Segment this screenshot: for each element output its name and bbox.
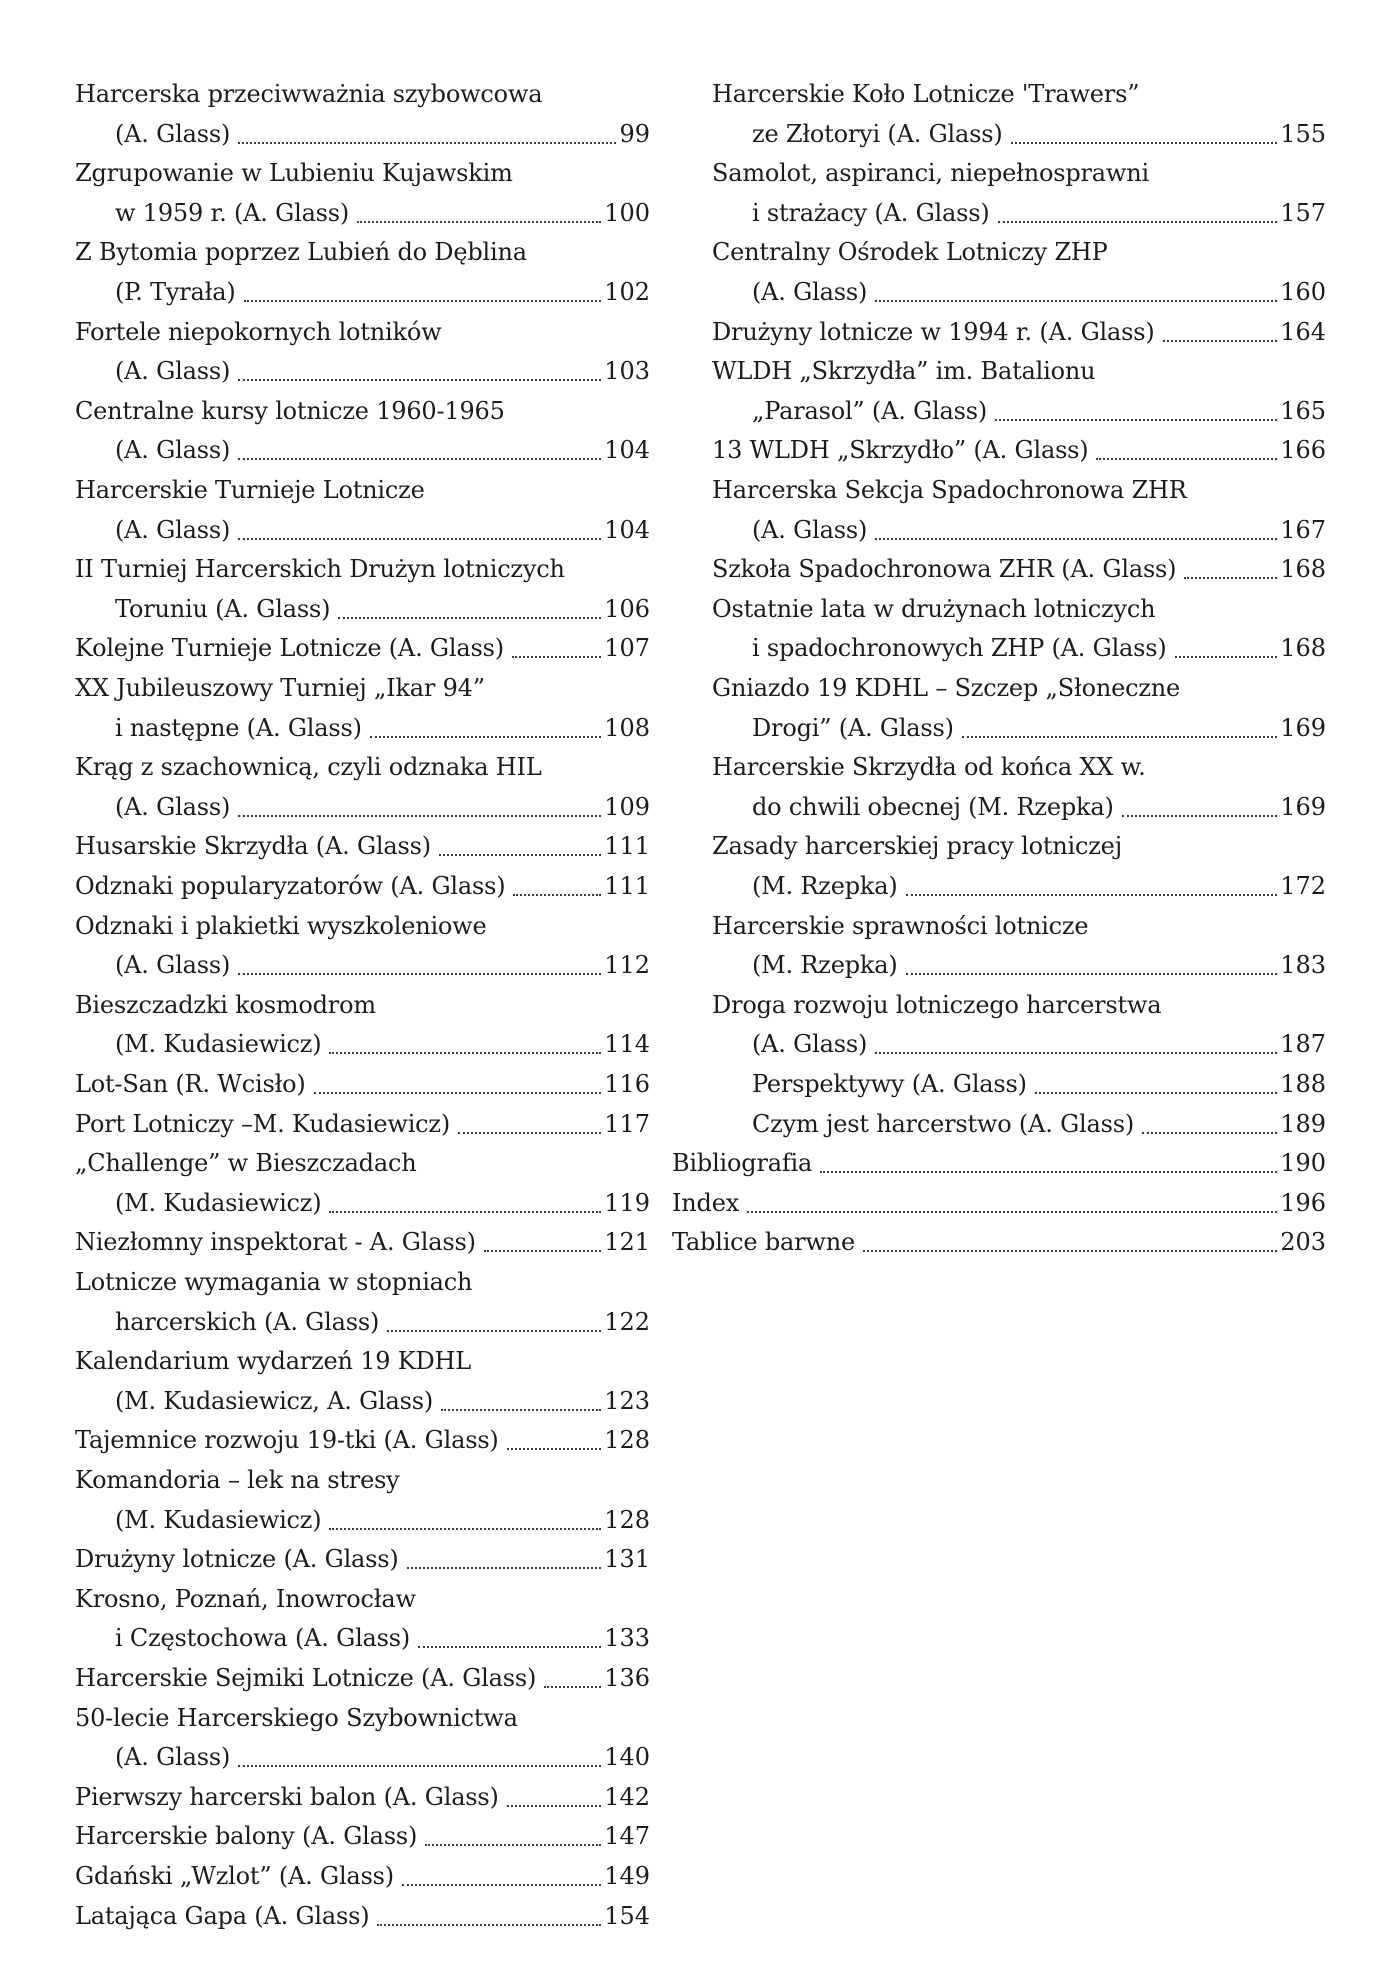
toc-entry-title: Bibliografia	[672, 1149, 813, 1178]
toc-entry-title: (A. Glass)	[115, 515, 231, 544]
dot-leader	[513, 894, 601, 896]
toc-page-number: 155	[1280, 119, 1326, 148]
toc-entry-title: II Turniej Harcerskich Drużyn lotniczych	[75, 555, 565, 584]
dot-leader	[418, 1646, 601, 1648]
toc-entry-title: Samolot, aspiranci, niepełnosprawni	[712, 159, 1149, 188]
toc-entry-title: i Częstochowa (A. Glass)	[115, 1624, 411, 1653]
dot-leader	[441, 1409, 601, 1411]
toc-entry-title: (M. Kudasiewicz)	[115, 1505, 322, 1534]
toc-page-number: 106	[604, 594, 650, 623]
toc-entry-title: Harcerskie Sejmiki Lotnicze (A. Glass)	[75, 1664, 537, 1692]
toc-entry-title: Odznaki popularyzatorów (A. Glass)	[75, 872, 506, 900]
toc-entry-title: (A. Glass)	[115, 951, 231, 980]
toc-page-number: 167	[1280, 515, 1326, 544]
toc-entry-title: Szkoła Spadochronowa ZHR (A. Glass)	[712, 555, 1177, 584]
dot-leader	[820, 1171, 1277, 1173]
toc-page-number: 160	[1280, 277, 1326, 306]
toc-entry-title: Gniazdo 19 KDHL – Szczep „Słoneczne	[712, 674, 1181, 702]
toc-entry-title: (P. Tyrała)	[115, 277, 236, 306]
toc-page-number: 111	[604, 832, 650, 861]
toc-page-number: 133	[604, 1624, 650, 1653]
dot-leader	[998, 221, 1278, 223]
dot-leader	[875, 1052, 1277, 1054]
toc-entry-title: Perspektywy (A. Glass)	[752, 1070, 1027, 1098]
toc-entry-title: Drużyny lotnicze w 1994 r. (A. Glass)	[712, 317, 1155, 346]
toc-page-number: 190	[1280, 1149, 1326, 1178]
toc-entry-title: Drogi” (A. Glass)	[752, 713, 954, 742]
dot-leader	[747, 1211, 1277, 1213]
toc-entry-title: Krąg z szachownicą, czyli odznaka HIL	[75, 753, 542, 782]
dot-leader	[962, 736, 1277, 738]
dot-leader	[875, 300, 1277, 302]
dot-leader	[238, 538, 601, 540]
toc-entry-title: Harcerska Sekcja Spadochronowa ZHR	[712, 476, 1187, 504]
toc-page-number: 107	[604, 634, 650, 663]
toc-page-number: 168	[1280, 555, 1326, 584]
toc-entry-title: Harcerskie Skrzydła od końca XX w.	[712, 753, 1146, 782]
toc-page-number: 108	[604, 713, 650, 742]
toc-entry-title: (A. Glass)	[752, 1030, 868, 1059]
toc-page-number: 114	[604, 1030, 650, 1059]
toc-entry-title: Czym jest harcerstwo (A. Glass)	[752, 1109, 1135, 1138]
toc-entry-title: (A. Glass)	[752, 515, 868, 544]
toc-entry-title: Bieszczadzki kosmodrom	[75, 990, 376, 1019]
toc-page-number: 147	[604, 1822, 650, 1851]
toc-entry-title: Harcerskie Turnieje Lotnicze	[75, 476, 425, 504]
dot-leader	[329, 1211, 601, 1213]
toc-page-number: 142	[604, 1782, 650, 1811]
dot-leader	[238, 973, 601, 975]
toc-entry-title: Odznaki i plakietki wyszkoleniowe	[75, 911, 487, 940]
toc-entry-title: Harcerskie sprawności lotnicze	[712, 911, 1089, 940]
toc-page-number: 116	[604, 1070, 650, 1098]
toc-entry-title: Gdański „Wzlot” (A. Glass)	[75, 1862, 394, 1890]
toc-entry-title: (M. Rzepka)	[752, 951, 898, 980]
toc-page-number: 104	[604, 436, 650, 465]
toc-page-number: 149	[604, 1862, 650, 1890]
toc-page-number: 189	[1280, 1109, 1326, 1138]
dot-leader	[1035, 1092, 1277, 1094]
dot-leader	[338, 617, 601, 619]
toc-entry-title: (M. Rzepka)	[752, 871, 898, 900]
toc-entry-title: i strażacy (A. Glass)	[752, 198, 990, 227]
toc-entry-title: Husarskie Skrzydła (A. Glass)	[75, 832, 431, 861]
toc-entry-title: Lotnicze wymagania w stopniach	[75, 1268, 473, 1296]
toc-entry-title: Lot-San (R. Wcisło)	[75, 1070, 306, 1098]
toc-entry-title: Harcerska przeciwważnia szybowcowa	[75, 80, 543, 108]
toc-page-number: 128	[604, 1505, 650, 1534]
toc-entry-title: (A. Glass)	[115, 357, 231, 386]
dot-leader	[458, 1132, 601, 1134]
toc-entry-title: Harcerskie balony (A. Glass)	[75, 1822, 418, 1851]
dot-leader	[512, 656, 601, 658]
toc-entry-title: „Challenge” w Bieszczadach	[75, 1149, 417, 1178]
toc-entry-title: WLDH „Skrzydła” im. Batalionu	[712, 357, 1096, 386]
toc-page-number: 157	[1280, 198, 1326, 227]
toc-entry-title: (M. Kudasiewicz, A. Glass)	[115, 1386, 434, 1415]
toc-entry-title: (A. Glass)	[752, 277, 868, 306]
toc-entry-title: (A. Glass)	[115, 436, 231, 465]
toc-entry-title: Komandoria – lek na stresy	[75, 1466, 400, 1494]
toc-page-number: 154	[604, 1901, 650, 1930]
dot-leader	[1096, 458, 1277, 460]
dot-leader	[238, 815, 601, 817]
toc-page-number: 102	[604, 277, 650, 306]
dot-leader	[238, 458, 601, 460]
toc-entry-title: „Parasol” (A. Glass)	[752, 396, 988, 425]
dot-leader	[314, 1092, 602, 1094]
dot-leader	[484, 1250, 601, 1252]
dot-leader	[1011, 142, 1278, 144]
toc-page-number: 166	[1280, 436, 1326, 465]
toc-entry-title: Toruniu (A. Glass)	[115, 594, 331, 623]
dot-leader	[329, 1528, 601, 1530]
dot-leader	[238, 1765, 601, 1767]
toc-entry-title: (M. Kudasiewicz)	[115, 1188, 322, 1217]
toc-entry-title: Harcerskie Koło Lotnicze 'Trawers”	[712, 80, 1140, 108]
toc-page-number: 165	[1280, 396, 1326, 425]
toc-entry-title: Port Lotniczy –M. Kudasiewicz)	[75, 1109, 451, 1138]
dot-leader	[407, 1567, 602, 1569]
dot-leader	[370, 736, 601, 738]
toc-page-number: 111	[604, 872, 650, 900]
dot-leader	[238, 142, 616, 144]
toc-page-number: 203	[1280, 1228, 1326, 1257]
dot-leader	[1122, 815, 1278, 817]
toc-entry-title: Drużyny lotnicze (A. Glass)	[75, 1545, 399, 1574]
toc-page-number: 112	[604, 951, 650, 980]
dot-leader	[1184, 577, 1277, 579]
dot-leader	[906, 894, 1278, 896]
toc-entry-title: w 1959 r. (A. Glass)	[115, 198, 350, 227]
toc-entry-title: Krosno, Poznań, Inowrocław	[75, 1584, 416, 1613]
toc-entry-title: Pierwszy harcerski balon (A. Glass)	[75, 1782, 499, 1811]
toc-page-number: 196	[1280, 1188, 1326, 1217]
toc-page-number: 169	[1280, 792, 1326, 821]
toc-entry-title: Latająca Gapa (A. Glass)	[75, 1901, 370, 1930]
dot-leader	[875, 538, 1277, 540]
toc-entry-title: Z Bytomia poprzez Lubień do Dęblina	[75, 238, 527, 267]
dot-leader	[425, 1844, 601, 1846]
dot-leader	[544, 1686, 601, 1688]
dot-leader	[387, 1330, 601, 1332]
dot-leader	[863, 1250, 1277, 1252]
toc-entry-title: Kalendarium wydarzeń 19 KDHL	[75, 1347, 472, 1376]
dot-leader	[329, 1052, 601, 1054]
dot-leader	[244, 300, 602, 302]
toc-entry-title: i następne (A. Glass)	[115, 713, 362, 742]
dot-leader	[1142, 1132, 1277, 1134]
toc-page-number: 119	[604, 1188, 650, 1217]
toc-page-number: 164	[1280, 317, 1326, 346]
toc-page-number: 103	[604, 357, 650, 386]
dot-leader	[1175, 656, 1278, 658]
toc-entry-title: Fortele niepokornych lotników	[75, 317, 442, 346]
toc-entry-title: Droga rozwoju lotniczego harcerstwa	[712, 990, 1162, 1019]
toc-entry-title: 13 WLDH „Skrzydło” (A. Glass)	[712, 436, 1089, 465]
toc-page-number: 172	[1280, 871, 1326, 900]
dot-leader	[402, 1884, 601, 1886]
dot-leader	[1163, 340, 1278, 342]
toc-entry-title: i spadochronowych ZHP (A. Glass)	[752, 634, 1167, 663]
toc-entry-title: ze Złotoryi (A. Glass)	[752, 119, 1003, 148]
toc-page-number: 109	[604, 792, 650, 821]
toc-entry-title: Zasady harcerskiej pracy lotniczej	[712, 832, 1122, 861]
toc-entry-title: Centralny Ośrodek Lotniczy ZHP	[712, 238, 1108, 267]
toc-entry-title: 50-lecie Harcerskiego Szybownictwa	[75, 1703, 518, 1732]
toc-entry-title: Ostatnie lata w drużynach lotniczych	[712, 594, 1156, 623]
toc-page-number: 117	[604, 1109, 650, 1138]
toc-entry-title: (A. Glass)	[115, 1743, 231, 1772]
toc-page-number: 104	[604, 515, 650, 544]
toc-entry-title: Kolejne Turnieje Lotnicze (A. Glass)	[75, 634, 504, 663]
toc-page-number: 136	[604, 1664, 650, 1692]
toc-entry-title: Tajemnice rozwoju 19-tki (A. Glass)	[75, 1426, 499, 1455]
toc-entry-title: do chwili obecnej (M. Rzepka)	[752, 792, 1114, 821]
toc-entry-title: Tablice barwne	[672, 1228, 855, 1257]
dot-leader	[906, 973, 1278, 975]
dot-leader	[238, 379, 601, 381]
toc-page-number: 169	[1280, 713, 1326, 742]
toc-page-number: 122	[604, 1307, 650, 1336]
toc-page-number: 128	[604, 1426, 650, 1455]
toc-entry-title: harcerskich (A. Glass)	[115, 1307, 380, 1336]
dot-leader	[507, 1805, 601, 1807]
toc-page-number: 168	[1280, 634, 1326, 663]
toc-page-number: 187	[1280, 1030, 1326, 1059]
toc-page-number: 188	[1280, 1070, 1326, 1098]
toc-entry-title: Niezłomny inspektorat - A. Glass)	[75, 1228, 476, 1257]
toc-entry-title: Zgrupowanie w Lubieniu Kujawskim	[75, 159, 513, 188]
toc-entry-title: (A. Glass)	[115, 119, 231, 148]
dot-leader	[507, 1448, 602, 1450]
dot-leader	[377, 1924, 601, 1926]
toc-page-number: 131	[604, 1545, 650, 1574]
dot-leader	[995, 419, 1277, 421]
toc-entry-title: (A. Glass)	[115, 792, 231, 821]
toc-page-number: 123	[604, 1386, 650, 1415]
toc-page-number: 183	[1280, 951, 1326, 980]
toc-page-number: 140	[604, 1743, 650, 1772]
toc-page-number: 121	[604, 1228, 650, 1257]
toc-entry-title: XX Jubileuszowy Turniej „Ikar 94”	[75, 674, 485, 702]
toc-page-number: 99	[619, 119, 650, 148]
toc-page-number: 100	[604, 198, 650, 227]
dot-leader	[357, 221, 601, 223]
toc-entry-title: Centralne kursy lotnicze 1960-1965	[75, 396, 505, 425]
toc-entry-title: Index	[672, 1188, 740, 1217]
dot-leader	[439, 854, 601, 856]
toc-entry-title: (M. Kudasiewicz)	[115, 1030, 322, 1059]
